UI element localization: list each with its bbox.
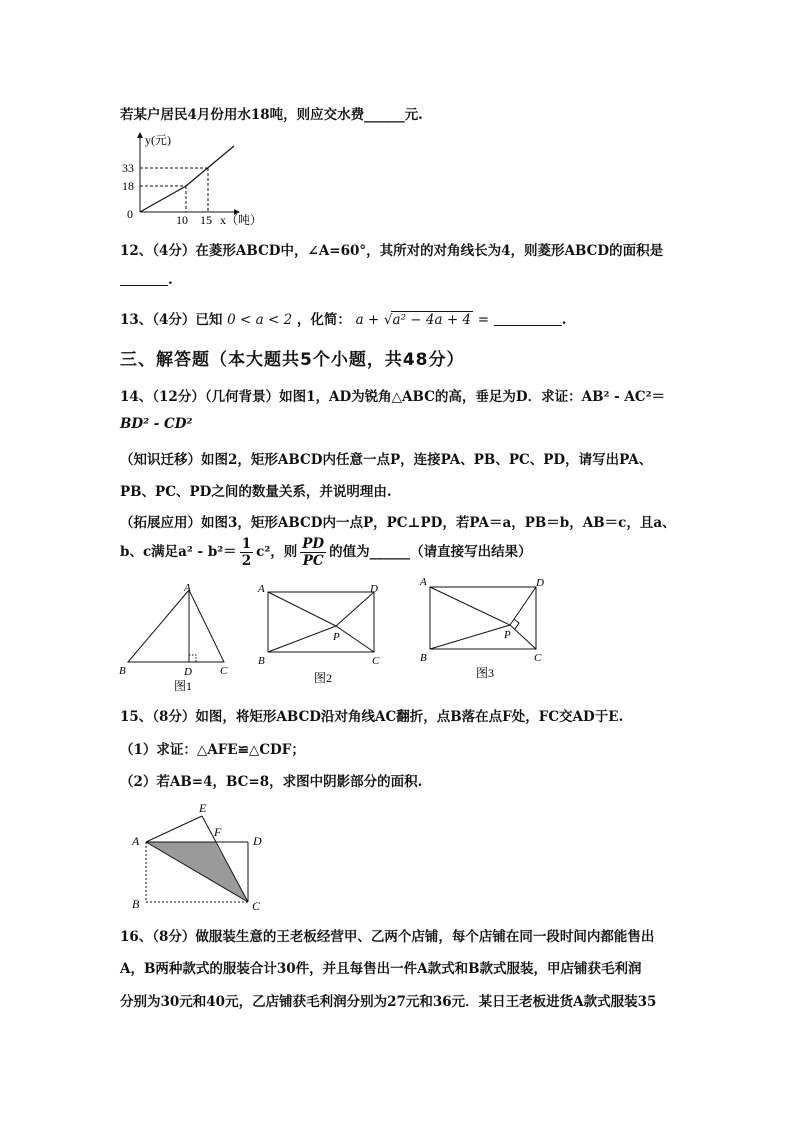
segment-pc xyxy=(336,626,374,652)
fig3-label-a: A xyxy=(420,576,427,588)
x-axis-label: x（吨） xyxy=(220,213,263,227)
fig1-label-a: A xyxy=(184,582,191,594)
x-tick-10: 10 xyxy=(176,213,188,227)
fig2-label-b: B xyxy=(258,655,265,667)
q15-line-2: （1）求证：△AFE≌△CDF； xyxy=(120,742,305,758)
y-axis-label: y(元) xyxy=(145,133,171,147)
fig2-label-a: A xyxy=(258,583,265,595)
q16-line-2: A，B两种款式的服装合计30件，并且每售出一件A款式和B款式服装，甲店铺获毛利润 xyxy=(120,961,642,977)
fig1-label-c: C xyxy=(220,665,228,677)
fig3-caption: 图3 xyxy=(476,666,495,680)
q14-line-1: 14、（12分）（几何背景）如图1，AD为锐角△ABC的高，垂足为D．求证：AB² - AC²＝ xyxy=(120,389,666,405)
frac-pd-denominator: PC xyxy=(302,553,324,569)
triangle-abc xyxy=(128,590,224,662)
segment-pd xyxy=(336,592,374,626)
q14-figure-2 xyxy=(256,580,396,690)
segment-pa xyxy=(268,592,336,626)
y-axis-arrow xyxy=(137,132,143,138)
fig2-label-p: P xyxy=(333,631,340,643)
q14-line6-b: c²，则 xyxy=(256,544,298,560)
q14-line6-a: b、c满足a² - b²＝ xyxy=(120,544,237,560)
fig1-label-d: D xyxy=(184,666,192,678)
segment-pb xyxy=(268,626,336,652)
fig2-caption: 图2 xyxy=(314,671,333,685)
q15-label-f: F xyxy=(214,825,222,839)
y-tick-18: 18 xyxy=(122,179,134,193)
q16-line-1: 16、（8分）做服装生意的王老板经营甲、乙两个店铺，每个店铺在同一段时间内都能售出 xyxy=(120,929,655,945)
q13-equals: = xyxy=(477,312,490,328)
q13-condition: 0 < a < 2 xyxy=(227,312,293,328)
q13-expr-a: a + xyxy=(355,312,380,328)
q11-tail-text: 若某户居民4月份用水18吨，则应交水费______元. xyxy=(120,107,423,123)
fig2-label-d: D xyxy=(370,583,378,595)
q15-label-d: D xyxy=(253,834,262,848)
frac-half-numerator: 1 xyxy=(241,536,252,552)
right-angle-mark-d xyxy=(189,655,196,662)
q16-line-3: 分别为30元和40元，乙店铺获毛利润分别为27元和36元．某日王老板进货A款式服装35 xyxy=(120,994,657,1010)
right-angle-mark-p xyxy=(514,619,519,629)
frac-pd-numerator: PD xyxy=(302,536,325,552)
q15-label-b: B xyxy=(132,897,140,911)
q12-text: 12、（4分）在菱形ABCD中，∠A=60°，其所对的对角线长为4，则菱形ABCD的面积是 xyxy=(120,243,664,259)
fee-line xyxy=(140,146,234,212)
q13-period: . xyxy=(561,312,567,328)
q13-text xyxy=(120,308,566,328)
fig3-label-c: C xyxy=(534,652,542,664)
section-3-heading: 三、解答题（本大题共5个小题，共48分） xyxy=(120,350,465,370)
segment-pa xyxy=(430,587,510,625)
q14-line-5: （拓展应用）如图3，矩形ABCD内一点P，PC⊥PD，若PA＝a，PB＝b，AB＝c，且a、 xyxy=(120,515,676,531)
x-tick-15: 15 xyxy=(200,213,212,227)
q13-sqrt-expr: a² − 4a + 4 xyxy=(392,312,472,328)
rectangle-abcd xyxy=(430,587,536,649)
q15-figure xyxy=(126,796,286,916)
q13-prefix: 13、（4分）已知 xyxy=(120,312,223,328)
q15-line-3: （2）若AB=4，BC=8，求图中阴影部分的面积. xyxy=(120,774,423,790)
q13-answer-blank[interactable] xyxy=(494,311,562,326)
y-tick-33: 33 xyxy=(122,161,134,175)
q15-label-a: A xyxy=(132,834,140,848)
segment-ae xyxy=(146,816,202,842)
q14-line-6 xyxy=(120,536,532,569)
q14-line-2: BD² - CD² xyxy=(120,416,193,432)
fig3-label-b: B xyxy=(420,652,427,664)
q12-period: . xyxy=(168,272,173,288)
q11-line-graph xyxy=(118,128,298,228)
segment-pb xyxy=(430,625,510,649)
fig1-caption: 图1 xyxy=(174,679,193,693)
rectangle-abcd xyxy=(268,592,374,652)
fig2-label-c: C xyxy=(372,655,380,667)
q14-figure-1 xyxy=(116,582,246,697)
q12-answer-line xyxy=(120,271,173,288)
q14-line-3: （知识迁移）如图2，矩形ABCD内任意一点P，连接PA、PB、PC、PD，请写出PA、 xyxy=(120,452,653,468)
fraction-one-half xyxy=(240,536,253,569)
q14-line6-c: 的值为______（请直接写出结果） xyxy=(329,544,532,560)
segment-pc xyxy=(510,625,536,649)
q14-line-4: PB、PC、PD之间的数量关系，并说明理由. xyxy=(120,484,392,500)
q13-middle: ，化简： xyxy=(296,312,351,328)
fraction-pd-pc xyxy=(300,536,326,569)
q12-answer-blank[interactable] xyxy=(120,271,168,286)
fig3-label-d: D xyxy=(536,577,544,589)
fig3-label-p: P xyxy=(504,629,511,641)
frac-half-denominator: 2 xyxy=(241,553,252,569)
q15-label-c: C xyxy=(252,899,261,913)
q15-label-e: E xyxy=(199,801,207,815)
fig1-label-b: B xyxy=(119,665,126,677)
sqrt-sign-icon: √ xyxy=(383,312,393,328)
origin-label: 0 xyxy=(127,207,133,221)
q14-figure-3 xyxy=(418,575,558,685)
q15-line-1: 15、（8分）如图，将矩形ABCD沿对角线AC翻折，点B落在点F处，FC交AD于E. xyxy=(120,709,624,725)
